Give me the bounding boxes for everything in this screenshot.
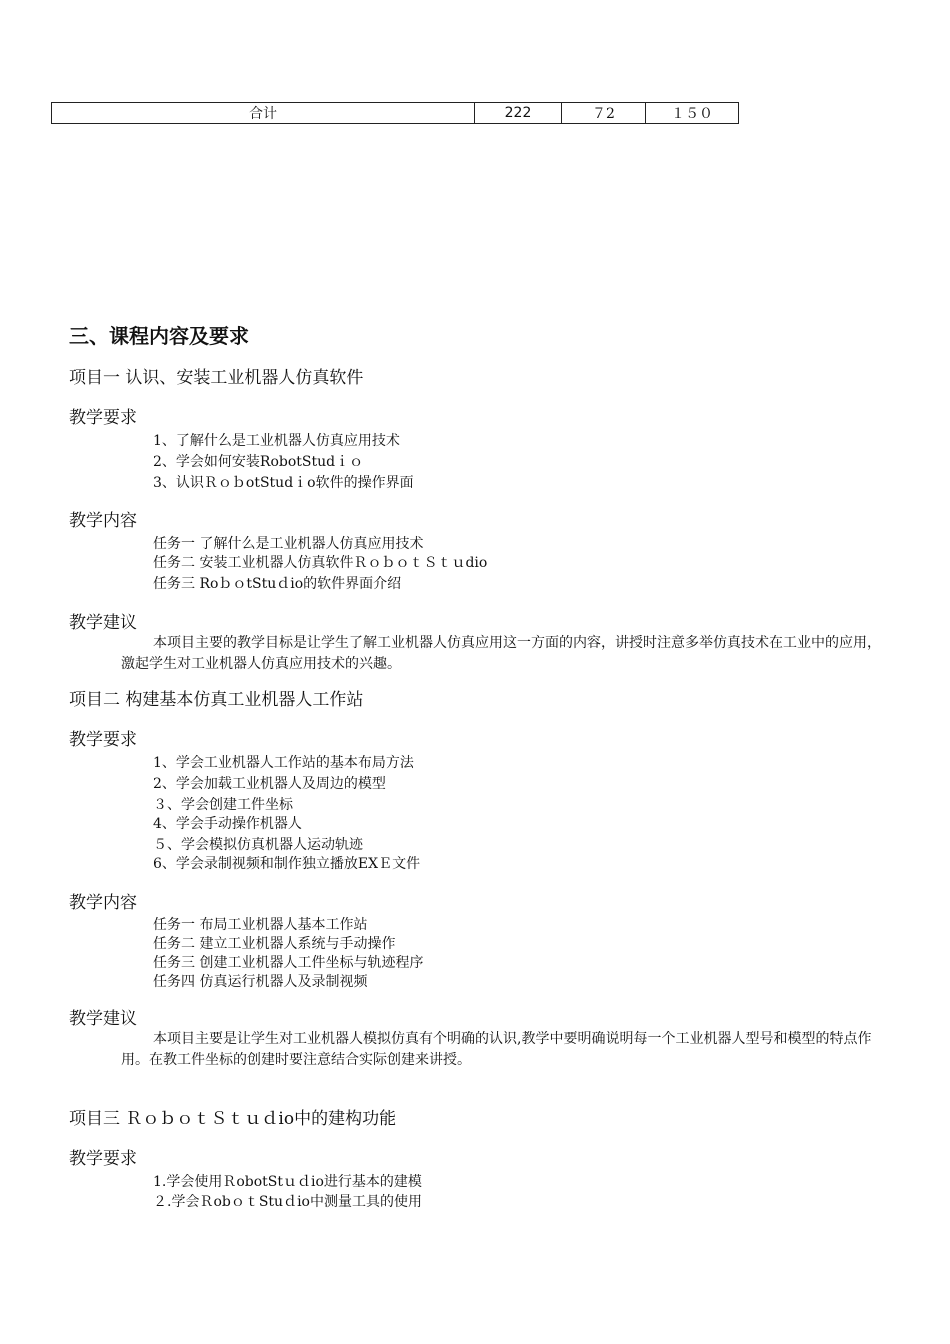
table-row	[52, 103, 739, 124]
requirement-item: 2、学会如何安装RobotStudｉｏ	[153, 454, 364, 470]
advice-heading-2: 教学建议	[69, 1009, 137, 1029]
requirements-heading-1: 教学要求	[69, 408, 137, 428]
requirements-heading-2: 教学要求	[69, 730, 137, 750]
requirement-item: 1.学会使用ＲobotStｕｄio进行基本的建模	[153, 1174, 422, 1190]
task-item: 任务三 创建工业机器人工件坐标与轨迹程序	[153, 955, 424, 971]
project-title-2: 项目二 构建基本仿真工业机器人工作站	[69, 690, 364, 710]
advice-heading-1: 教学建议	[69, 613, 137, 633]
task-item: 任务二 建立工业机器人系统与手动操作	[153, 936, 396, 952]
requirement-item: 2、学会加载工业机器人及周边的模型	[153, 776, 386, 792]
project-title-1: 项目一 认识、安装工业机器人仿真软件	[69, 368, 364, 388]
advice-paragraph-1: 本项目主要的教学目标是让学生了解工业机器人仿真应用这一方面的内容，讲授时注意多举仿真技术在工业中的应用，激起学生对工业机器人仿真应用技术的兴趣。	[121, 635, 881, 672]
practice-hours-cell: １５０	[646, 103, 739, 124]
task-item: 任务一 了解什么是工业机器人仿真应用技术	[153, 536, 424, 552]
theory-hours-cell: ７2	[562, 103, 646, 124]
requirement-item: ３、学会创建工件坐标	[153, 797, 293, 813]
requirement-item: 6、学会录制视频和制作独立播放EXＥ文件	[153, 856, 421, 872]
requirement-item: 1、了解什么是工业机器人仿真应用技术	[153, 433, 400, 449]
summary-table	[51, 102, 739, 124]
requirement-item: 4、学会手动操作机器人	[153, 816, 302, 832]
advice-paragraph-2: 本项目主要是让学生对工业机器人模拟仿真有个明确的认识,教学中要明确说明每一个工业机器人型号和模型的特点作用。在教工件坐标的创建时要注意结合实际创建来讲授。	[121, 1031, 872, 1068]
content-heading-2: 教学内容	[69, 893, 137, 913]
requirement-item: 1、学会工业机器人工作站的基本布局方法	[153, 755, 414, 771]
requirement-item: 3、认识ＲｏｂotStudｉo软件的操作界面	[153, 475, 414, 491]
requirement-item: ５、学会模拟仿真机器人运动轨迹	[153, 837, 363, 853]
section-title: 三、课程内容及要求	[69, 324, 249, 348]
task-item: 任务三 RoｂｏtStuｄio的软件界面介绍	[153, 576, 402, 592]
requirement-item: ２.学会ＲobｏｔStuｄio中测量工具的使用	[153, 1194, 422, 1210]
project-title-3: 项目三 ＲｏｂｏｔＳｔｕｄio中的建构功能	[69, 1109, 397, 1129]
total-hours-cell: 222	[475, 103, 562, 124]
task-item: 任务二 安装工业机器人仿真软件ＲｏｂｏｔＳｔｕdio	[153, 555, 488, 571]
requirements-heading-3: 教学要求	[69, 1149, 137, 1169]
total-label-cell: 合计	[52, 103, 475, 124]
task-item: 任务一 布局工业机器人基本工作站	[153, 917, 368, 933]
content-heading-1: 教学内容	[69, 511, 137, 531]
task-item: 任务四 仿真运行机器人及录制视频	[153, 974, 368, 990]
